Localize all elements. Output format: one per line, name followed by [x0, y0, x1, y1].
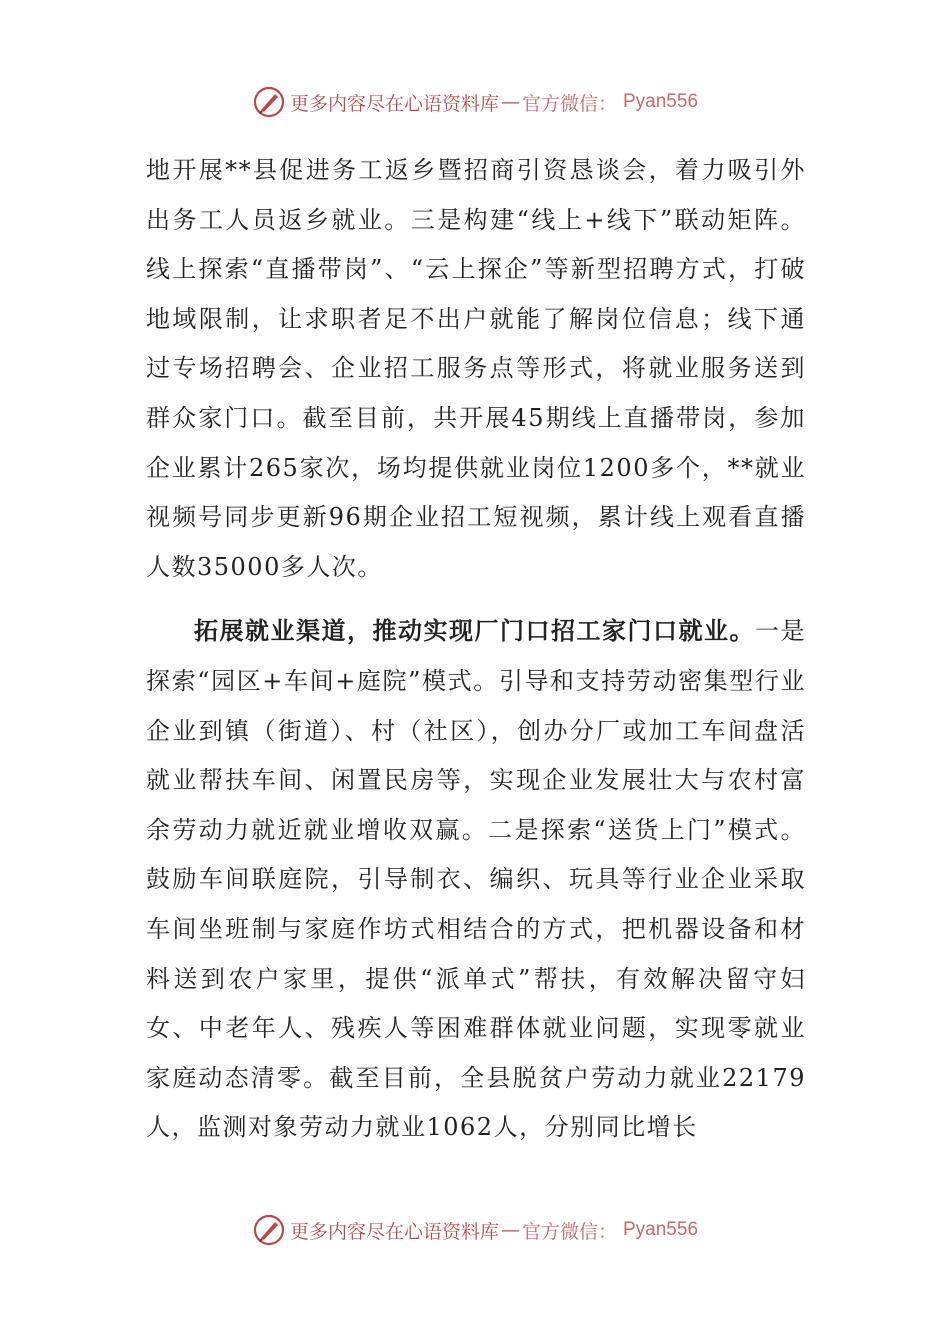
banner-dash: — — [500, 1219, 520, 1241]
wechat-id: Pyan556 — [623, 1219, 699, 1240]
paragraph-2-text: 一是探索“园区+车间+庭院”模式。引导和支持劳动密集型行业企业到镇（街道）、村（社区），创办分厂或加工车间盘活就业帮扶车间、闲置民房等，实现企业发展壮大与农村富余劳动力就近就业增收双赢。二是探索“送货上门”模式。鼓励车间联庭院，引导制衣、编织、玩具等行业企业采取车间坐班制与家庭作坊式相结合的方式，把机器设备和材料送到农户家里，提供“派单式”帮扶，有效解决留守妇女、中老年人、残疾人等困难群体就业问题，实现零就业家庭动态清零。截至目前，全县脱贫户劳动力就业22179人，监测对象劳动力就业1062人，分别同比增长 — [146, 617, 806, 1142]
site-text: 更多内容尽在心语资料库 — [289, 92, 499, 115]
pen-circle-icon — [252, 85, 286, 119]
document-body — [146, 146, 806, 1153]
wechat-id: Pyan556 — [623, 91, 699, 112]
wechat-label: 官方微信： — [521, 1220, 617, 1243]
paragraph-2-lead: 拓展就业渠道，推动实现厂门口招工家门口就业。 — [194, 616, 755, 646]
wechat-label: 官方微信： — [521, 92, 617, 115]
footer-banner — [0, 1210, 950, 1250]
paragraph-1: 地开展**县促进务工返乡暨招商引资恳谈会，着力吸引外出务工人员返乡就业。三是构建“线上+线下”联动矩阵。线上探索“直播带岗”、“云上探企”等新型招聘方式，打破地域限制，让求职者足不出户就能了解岗位信息；线下通过专场招聘会、企业招工服务点等形式，将就业服务送到群众家门口。截至目前，共开展45期线上直播带岗，参加企业累计265家次，场均提供就业岗位1200多个，**就业视频号同步更新96期企业招工短视频，累计线上观看直播人数35000多人次。 — [146, 156, 806, 581]
banner-dash: — — [500, 91, 520, 113]
site-text: 更多内容尽在心语资料库 — [289, 1220, 499, 1243]
paragraph-2 — [146, 606, 806, 1153]
pen-circle-icon — [252, 1213, 286, 1247]
header-banner — [0, 82, 950, 122]
